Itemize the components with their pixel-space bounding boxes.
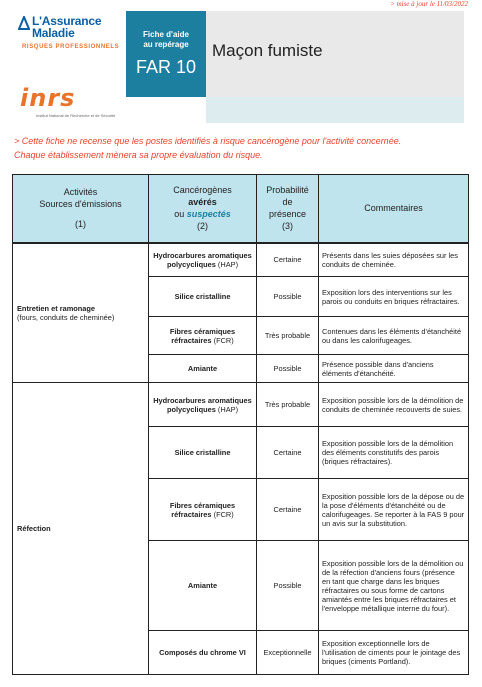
header-activities-num: (1) xyxy=(75,219,86,230)
disclaimer-line1: > Cette fiche ne recense que les postes identifiés à risque cancérogène pour l'activité concernée. xyxy=(14,136,402,146)
carcinogen-name: Hydrocarbures aromatiques polycycliques xyxy=(153,250,252,269)
header-probability-num: (3) xyxy=(282,221,293,232)
am-logo-line2: Maladie xyxy=(32,26,75,40)
inrs-logo-subtitle: Institut National de Recherche et de Sécurité xyxy=(36,113,116,118)
fiche-label-line1: Fiche d'aide xyxy=(143,30,189,39)
carcinogen-name: Hydrocarbures aromatiques polycycliques xyxy=(153,395,252,414)
header-comments-label: Commentaires xyxy=(364,203,423,214)
header-activities-line2: Sources d'émissions xyxy=(39,199,122,210)
carcinogen-cell xyxy=(149,243,257,277)
carcinogen-cell xyxy=(149,541,257,631)
assurance-maladie-logo xyxy=(16,12,134,62)
probability-cell: Possible xyxy=(257,277,319,317)
assurance-maladie-mark-icon xyxy=(18,16,30,30)
carcinogen-name: Silice cristalline xyxy=(174,292,231,301)
carcinogen-cell xyxy=(149,631,257,675)
carcinogen-name: Silice cristalline xyxy=(174,448,231,457)
header-probability-line3: présence xyxy=(268,209,307,220)
carcinogen-abbr: (FCR) xyxy=(213,335,234,345)
inrs-logo xyxy=(12,84,122,124)
carcinogen-abbr: (FCR) xyxy=(213,509,234,519)
comment-cell: Exposition possible lors de la dépose ou de la pose d'éléments d'étanchéité ou de calorifugeages. Se reporter à la FAS 9 pour un avis sur la substitution. xyxy=(319,479,469,541)
table-row xyxy=(13,383,469,427)
header-activities xyxy=(13,175,149,243)
header-averes: avérés xyxy=(188,197,217,208)
carcinogen-cell xyxy=(149,479,257,541)
comment-cell: Exposition exceptionnelle lors de l'utilisation de ciments pour le jointage des briques (ciments Portland). xyxy=(319,631,469,675)
probability-cell: Très probable xyxy=(257,317,319,355)
page-title: Maçon fumiste xyxy=(212,41,323,60)
table-row xyxy=(13,243,469,277)
probability-cell: Certaine xyxy=(257,427,319,479)
fiche-label xyxy=(126,30,206,50)
activity-cell xyxy=(13,383,149,675)
header-carcinogens-line1: Cancérogènes xyxy=(173,185,232,196)
carcinogen-abbr: (HAP) xyxy=(217,259,239,269)
header-probability-line1: Probabilité xyxy=(266,185,309,196)
activity-cell xyxy=(13,243,149,383)
comment-cell: Exposition possible lors de la démolition ou de la réfection d'anciens fours (présence en tant que charge dans les briques réfractaires ou sous forme de cartons amiantés entre les briques réfractaires et l'enveloppe métallique interne du four). xyxy=(319,541,469,631)
carcinogen-cell xyxy=(149,355,257,383)
am-logo-subtitle: RISQUES PROFESSIONNELS xyxy=(22,44,120,50)
header-probability xyxy=(257,175,319,243)
comment-cell: Contenues dans les éléments d'étanchéité ou dans les calorifugeages. xyxy=(319,317,469,355)
carcinogen-name: Fibres céramiques réfractaires xyxy=(169,326,236,345)
header-comments xyxy=(319,175,469,243)
header-carcinogens-num: (2) xyxy=(197,221,208,232)
header-probability-line2: de xyxy=(282,197,293,208)
probability-cell: Exceptionnelle xyxy=(257,631,319,675)
header-suspectes: suspectés xyxy=(186,209,231,220)
comment-cell: Exposition lors des interventions sur les parois ou conduits en briques réfractaires. xyxy=(319,277,469,317)
disclaimer xyxy=(14,134,468,162)
probability-cell: Très probable xyxy=(257,383,319,427)
fiche-number: FAR 10 xyxy=(135,57,197,77)
carcinogen-cell xyxy=(149,427,257,479)
am-logo-line1: L'Assurance xyxy=(32,14,102,28)
probability-cell: Certaine xyxy=(257,479,319,541)
header-carcinogens xyxy=(149,175,257,243)
inrs-logo-text: inrs xyxy=(20,84,76,112)
comment-cell: Exposition possible lors de la démolition de conduits de cheminée recouverts de suies. xyxy=(319,383,469,427)
comment-cell: Présence possible dans d'anciens éléments d'étanchéité. xyxy=(319,355,469,383)
probability-cell: Certaine xyxy=(257,243,319,277)
title-box xyxy=(206,11,464,97)
risk-table xyxy=(12,174,469,675)
carcinogen-name: Amiante xyxy=(187,581,218,590)
probability-cell: Possible xyxy=(257,355,319,383)
carcinogen-name: Fibres céramiques réfractaires xyxy=(169,500,236,519)
comment-cell: Exposition possible lors de la démolition des éléments constitutifs des parois (briques réfractaires). xyxy=(319,427,469,479)
header-ou: ou xyxy=(174,209,185,220)
title-strip xyxy=(206,97,464,123)
table-header-row xyxy=(13,175,469,243)
update-note: > mise à jour le 11/03/2022 xyxy=(390,0,468,8)
carcinogen-name: Composés du chrome VI xyxy=(159,648,246,657)
carcinogen-abbr: (HAP) xyxy=(217,404,239,414)
disclaimer-line2: Chaque établissement mènera sa propre évaluation du risque. xyxy=(14,150,263,160)
comment-cell: Présents dans les suies déposées sur les conduits de cheminée. xyxy=(319,243,469,277)
fiche-badge xyxy=(126,11,206,97)
carcinogen-cell xyxy=(149,317,257,355)
carcinogen-cell xyxy=(149,277,257,317)
carcinogen-cell xyxy=(149,383,257,427)
probability-cell: Possible xyxy=(257,541,319,631)
carcinogen-name: Amiante xyxy=(187,364,218,373)
fiche-label-line2: au repérage xyxy=(143,40,189,49)
activity-subtitle: (fours, conduits de cheminée) xyxy=(17,312,115,322)
activity-title: Entretien et ramonage xyxy=(17,303,96,313)
activity-title: Réfection xyxy=(17,524,51,533)
header-activities-line1: Activités xyxy=(63,187,98,198)
